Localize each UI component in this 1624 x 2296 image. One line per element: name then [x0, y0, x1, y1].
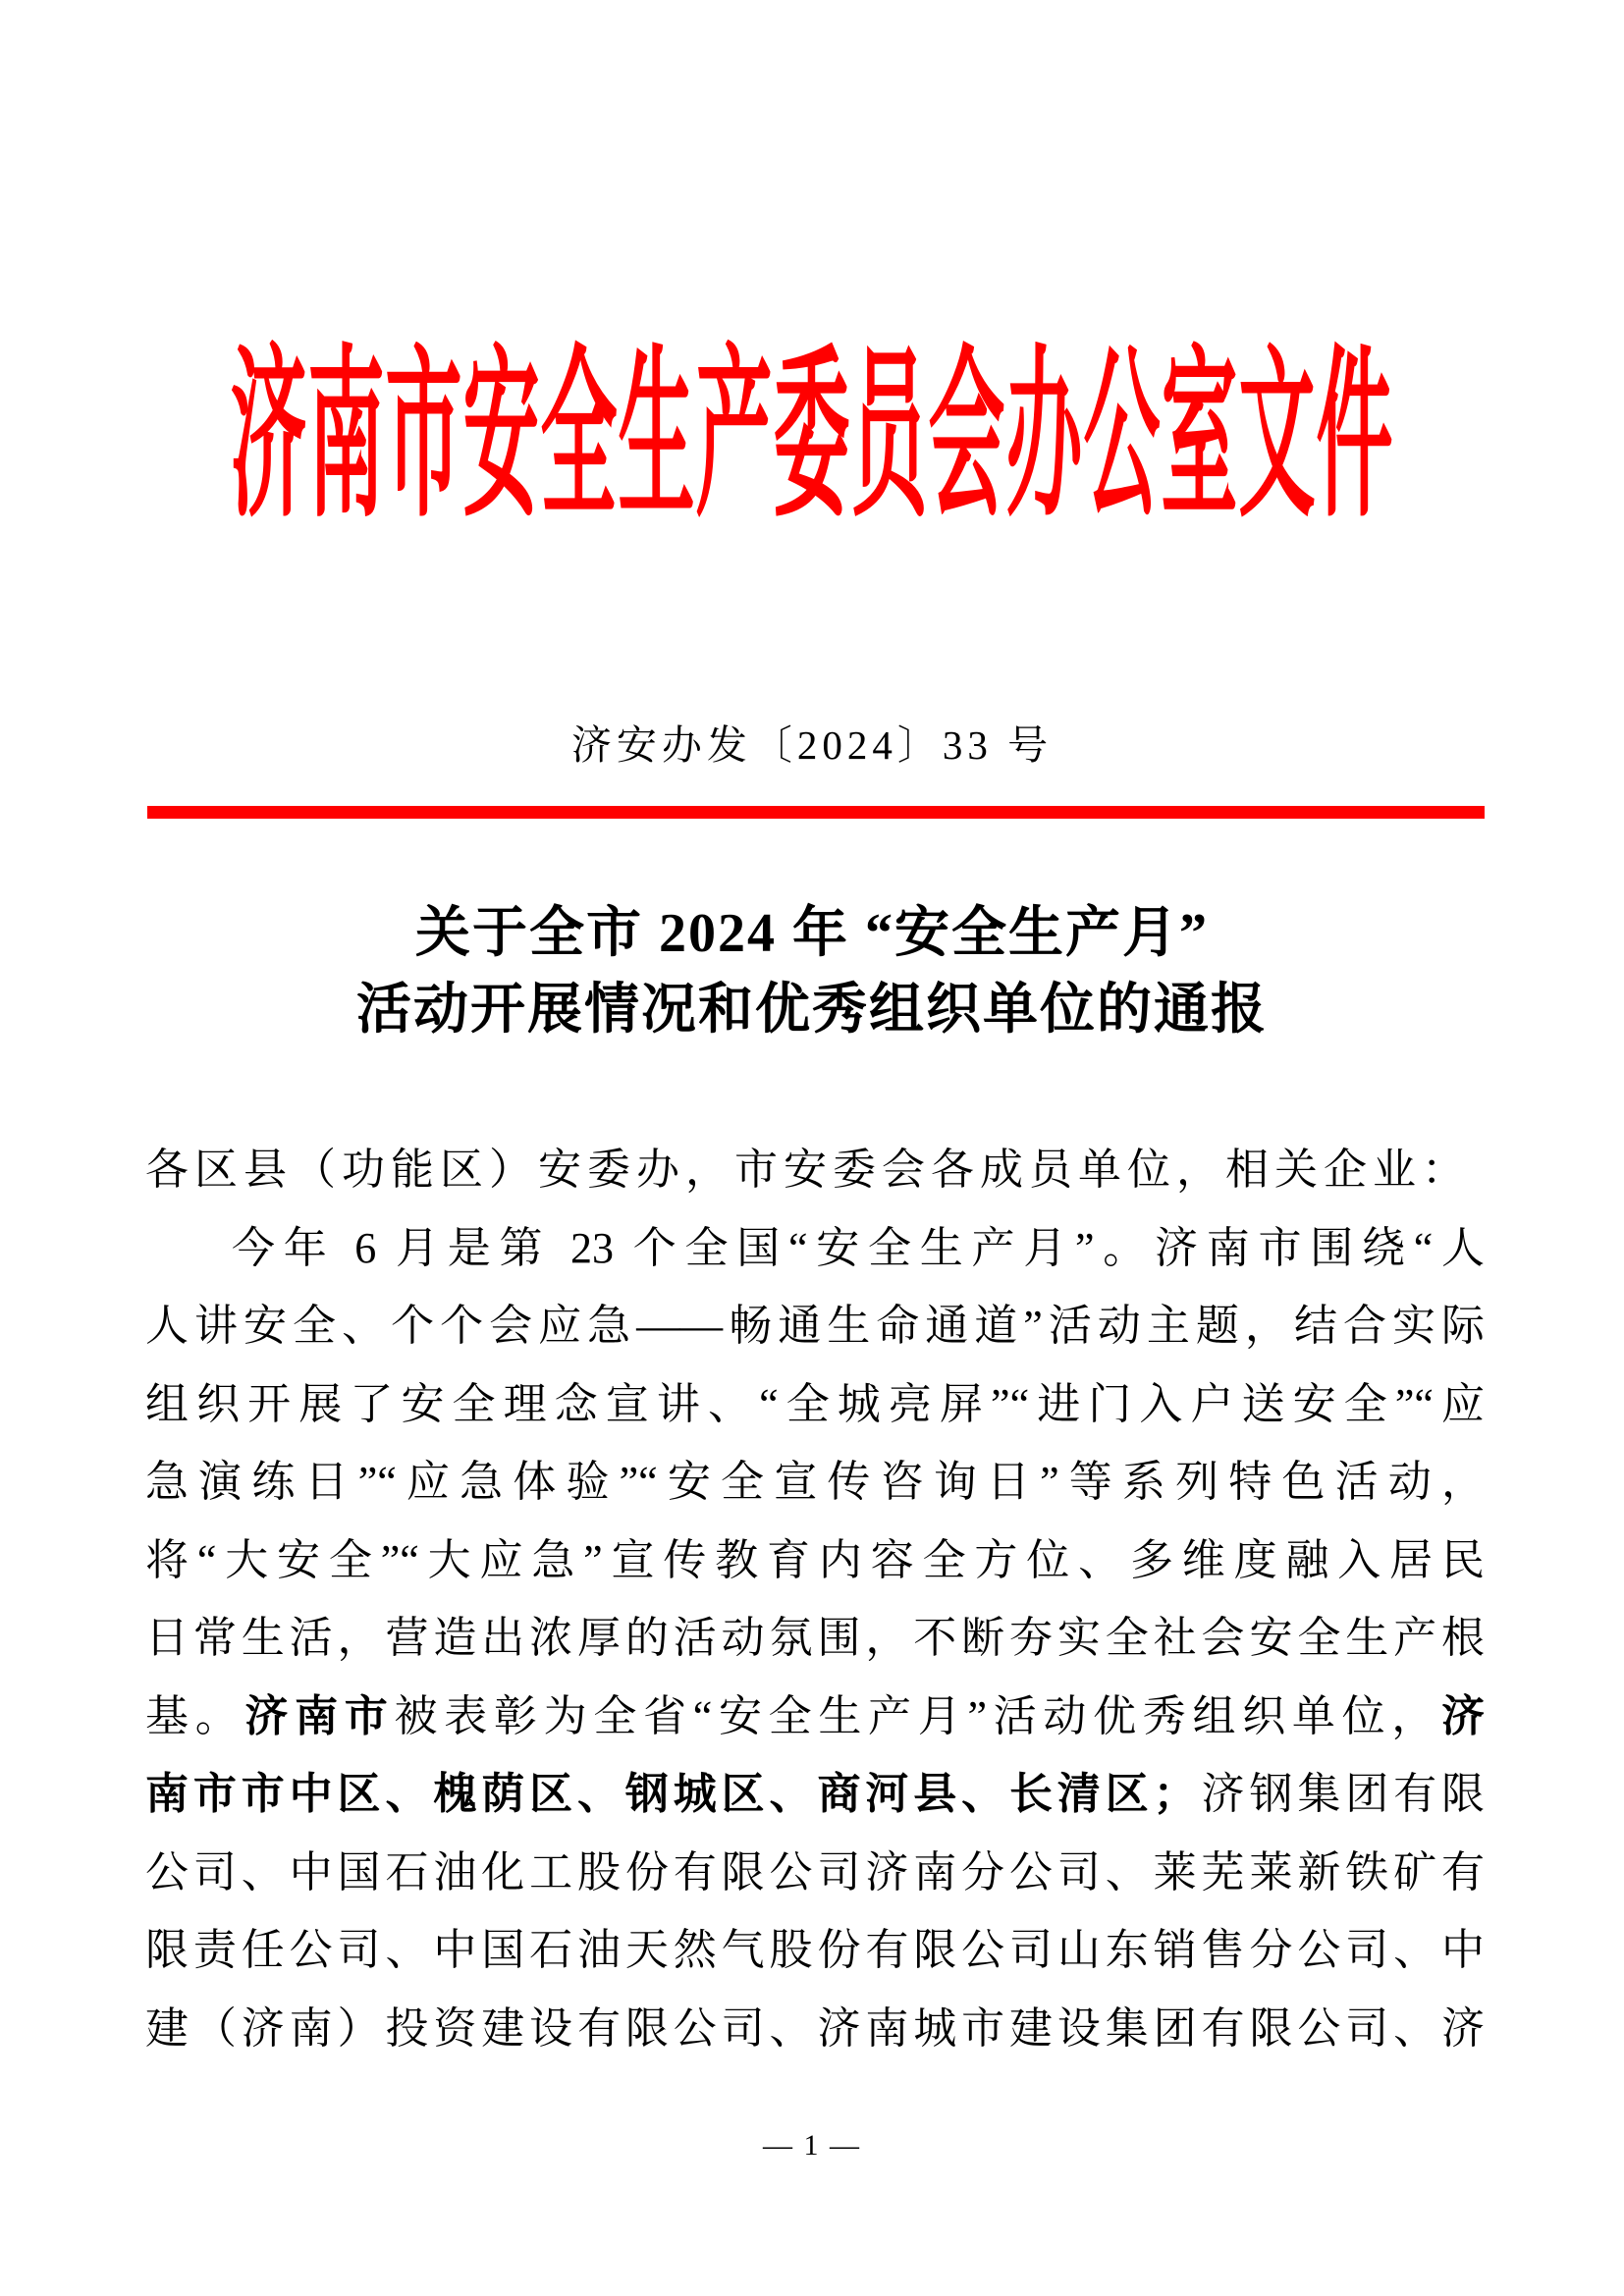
body-text: 济钢集团有限: [1196, 1770, 1486, 1818]
document-body: [145, 1131, 1485, 2067]
body-line: [145, 1209, 1485, 1288]
letterhead-org-title: 济南市安全生产委员会办公室文件: [230, 334, 1394, 539]
body-text: 基。: [145, 1691, 245, 1740]
body-line: [145, 1287, 1485, 1365]
body-text: 公司、中国石油化工股份有限公司济南分公司、莱芜莱新铁矿有: [145, 1847, 1485, 1896]
document-title-line2: 活动开展情况和优秀组织单位的通报: [356, 980, 1268, 1041]
red-divider-line: [147, 806, 1485, 819]
body-text: 日常生活，营造出浓厚的活动氛围，不断夯实全社会安全生产根: [145, 1614, 1485, 1662]
body-text: 被表彰为全省“安全生产月”活动优秀组织单位，: [394, 1691, 1442, 1740]
body-text: 今年 6 月是第 23 个全国“安全生产月”。济南市围绕“人: [232, 1223, 1485, 1272]
body-text: 建（济南）投资建设有限公司、济南城市建设集团有限公司、济: [145, 2003, 1485, 2053]
body-line: [145, 1834, 1485, 1912]
body-text: 组织开展了安全理念宣讲、“全城亮屏”“进门入户送安全”“应: [145, 1379, 1485, 1428]
page-number: — 1 —: [763, 2129, 861, 2162]
bold-emphasis-text: 济: [1441, 1691, 1486, 1740]
body-text: 急演练日”“应急体验”“安全宣传咨询日”等系列特色活动，: [145, 1458, 1485, 1506]
body-line: [145, 1911, 1485, 1990]
body-text: 将“大安全”“大应急”宣传教育内容全方位、多维度融入居民: [145, 1535, 1485, 1584]
body-line: [145, 1365, 1485, 1444]
body-text: 限责任公司、中国石油天然气股份有限公司山东销售分公司、中: [145, 1926, 1485, 1974]
body-line: [145, 1678, 1485, 1756]
document-title-line1: 关于全市 2024 年 “安全生产月”: [415, 903, 1209, 964]
document-title: [0, 895, 1624, 1048]
body-line: [145, 1443, 1485, 1522]
body-line: [145, 1990, 1485, 2068]
body-line: [145, 1599, 1485, 1678]
body-line: [145, 1522, 1485, 1600]
document-number: 济安办发〔2024〕33 号: [570, 722, 1054, 768]
salutation-line: 各区县（功能区）安委办，市安委会各成员单位，相关企业：: [145, 1146, 1471, 1194]
body-text: 人讲安全、个个会应急——畅通生命通道”活动主题，结合实际: [145, 1302, 1485, 1350]
bold-emphasis-text: 济南市: [244, 1691, 395, 1740]
body-line: [145, 1755, 1485, 1834]
body-paragraph: [145, 1209, 1485, 2068]
bold-emphasis-text: 南市市中区、槐荫区、钢城区、商河县、长清区；: [145, 1770, 1197, 1818]
